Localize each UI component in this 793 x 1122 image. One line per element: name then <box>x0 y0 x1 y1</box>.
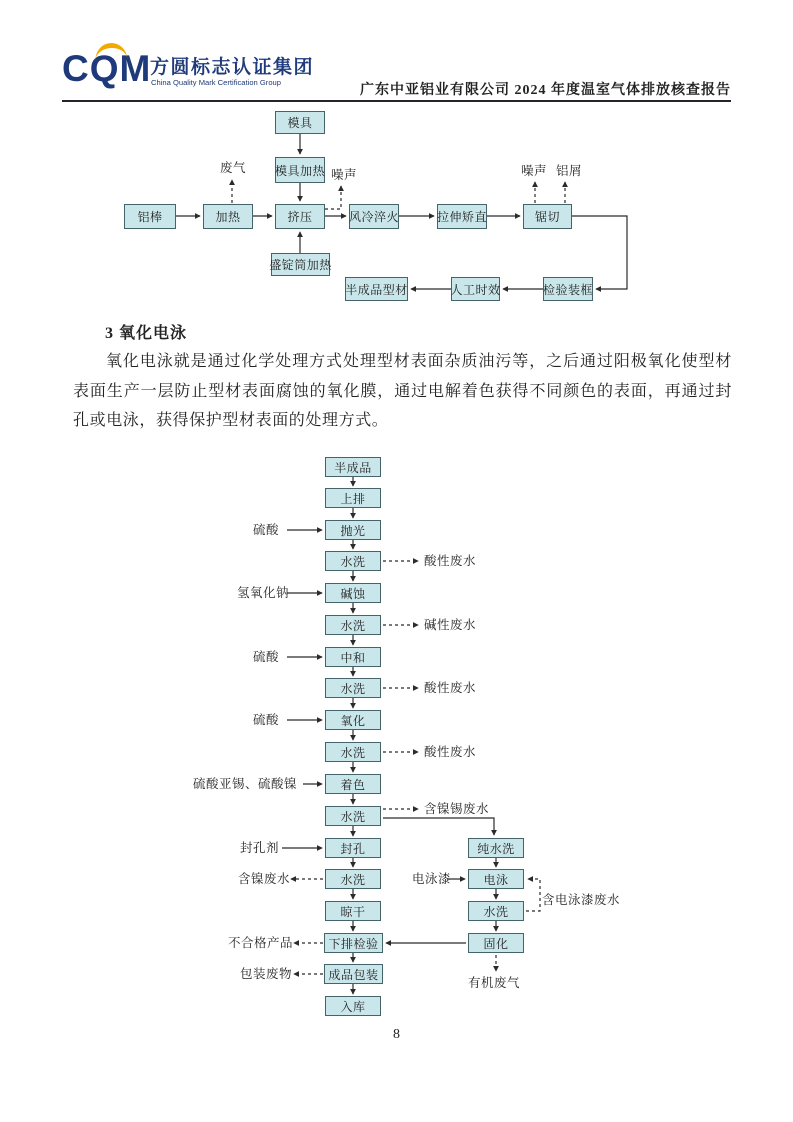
flow-node: 挤压 <box>275 204 325 229</box>
flow-node: 电泳 <box>468 869 524 889</box>
flow-label: 封孔剂 <box>240 841 280 855</box>
flow-node: 成品包装 <box>324 964 383 984</box>
flow-label: 含电泳漆废水 <box>542 893 621 907</box>
flow-label: 电泳漆 <box>412 872 452 886</box>
flow-node: 水洗 <box>325 678 381 698</box>
flow-label: 氢氧化钠 <box>237 586 290 600</box>
org-name-cn: 方圆标志认证集团 <box>150 57 315 78</box>
flow-label: 硫酸 <box>253 713 280 727</box>
flow-node: 水洗 <box>325 615 381 635</box>
flow-label: 包装废物 <box>240 967 293 981</box>
document-title: 广东中亚铝业有限公司 2024 年度温室气体排放核查报告 <box>360 83 731 98</box>
flow-node: 晾干 <box>325 901 381 921</box>
flow-node: 着色 <box>325 774 381 794</box>
flow-edge <box>526 879 540 911</box>
flow-label: 酸性废水 <box>424 554 477 568</box>
flow-label: 有机废气 <box>468 976 521 990</box>
cqm-logo-text: CQM <box>62 48 152 89</box>
flow-label: 酸性废水 <box>424 745 477 759</box>
flow-node: 盛锭筒加热 <box>271 253 330 276</box>
section-heading: 3 氧化电泳 <box>105 325 188 342</box>
flow-node: 铝棒 <box>124 204 176 229</box>
flow-label: 硫酸亚锡、硫酸镍 <box>193 777 298 791</box>
flow-label: 硫酸 <box>253 523 280 537</box>
flow-node: 模具加热 <box>275 157 325 183</box>
flow-node: 水洗 <box>468 901 524 921</box>
flow-label: 废气 <box>220 161 247 175</box>
flow-node: 拉伸矫直 <box>437 204 487 229</box>
body-paragraph: 氧化电泳就是通过化学处理方式处理型材表面杂质油污等，之后通过阳极氧化使型材表面生产一层防止型材表面腐蚀的氧化膜，通过电解着色获得不同颜色的表面，再通过封孔或电泳，获得保护型材表面的处理方式。 <box>73 353 732 429</box>
org-name-en: China Quality Mark Certification Group <box>151 78 281 87</box>
flow-label: 碱性废水 <box>424 618 477 632</box>
flow-node: 风冷淬火 <box>349 204 399 229</box>
flow-node: 封孔 <box>325 838 381 858</box>
flow-label: 硫酸 <box>253 650 280 664</box>
flow-label: 噪声 <box>521 164 548 178</box>
flow-node: 锯切 <box>523 204 572 229</box>
flow-label: 含镍锡废水 <box>424 802 490 816</box>
flow-label: 噪声 <box>331 168 358 182</box>
flow-node: 水洗 <box>325 869 381 889</box>
logo-arc-icon <box>95 42 128 61</box>
flow-label: 酸性废水 <box>424 681 477 695</box>
flow-node: 氧化 <box>325 710 381 730</box>
flow-node: 模具 <box>275 111 325 134</box>
flow-node: 水洗 <box>325 742 381 762</box>
flow-node: 入库 <box>325 996 381 1016</box>
header-rule <box>62 100 731 102</box>
flow-node: 固化 <box>468 933 524 953</box>
page-number: 8 <box>393 1027 400 1042</box>
flow-label: 含镍废水 <box>238 872 291 886</box>
flow-node: 抛光 <box>325 520 381 540</box>
flow-edge <box>383 818 494 835</box>
flow-node: 检验装框 <box>543 277 593 301</box>
flow-label: 不合格产品 <box>228 936 294 950</box>
flow-node: 水洗 <box>325 551 381 571</box>
flow-node: 中和 <box>325 647 381 667</box>
flow-node: 人工时效 <box>451 277 500 301</box>
flow-node: 下排检验 <box>324 933 383 953</box>
cqm-logo <box>62 44 322 96</box>
flow-node: 水洗 <box>325 806 381 826</box>
flow-node: 上排 <box>325 488 381 508</box>
flow-node: 半成品 <box>325 457 381 477</box>
flow-label: 铝屑 <box>556 164 583 178</box>
flow-node: 碱蚀 <box>325 583 381 603</box>
flow-node: 半成品型材 <box>345 277 408 301</box>
flow-edge <box>325 186 341 209</box>
flow-node: 加热 <box>203 204 253 229</box>
flow-node: 纯水洗 <box>468 838 524 858</box>
